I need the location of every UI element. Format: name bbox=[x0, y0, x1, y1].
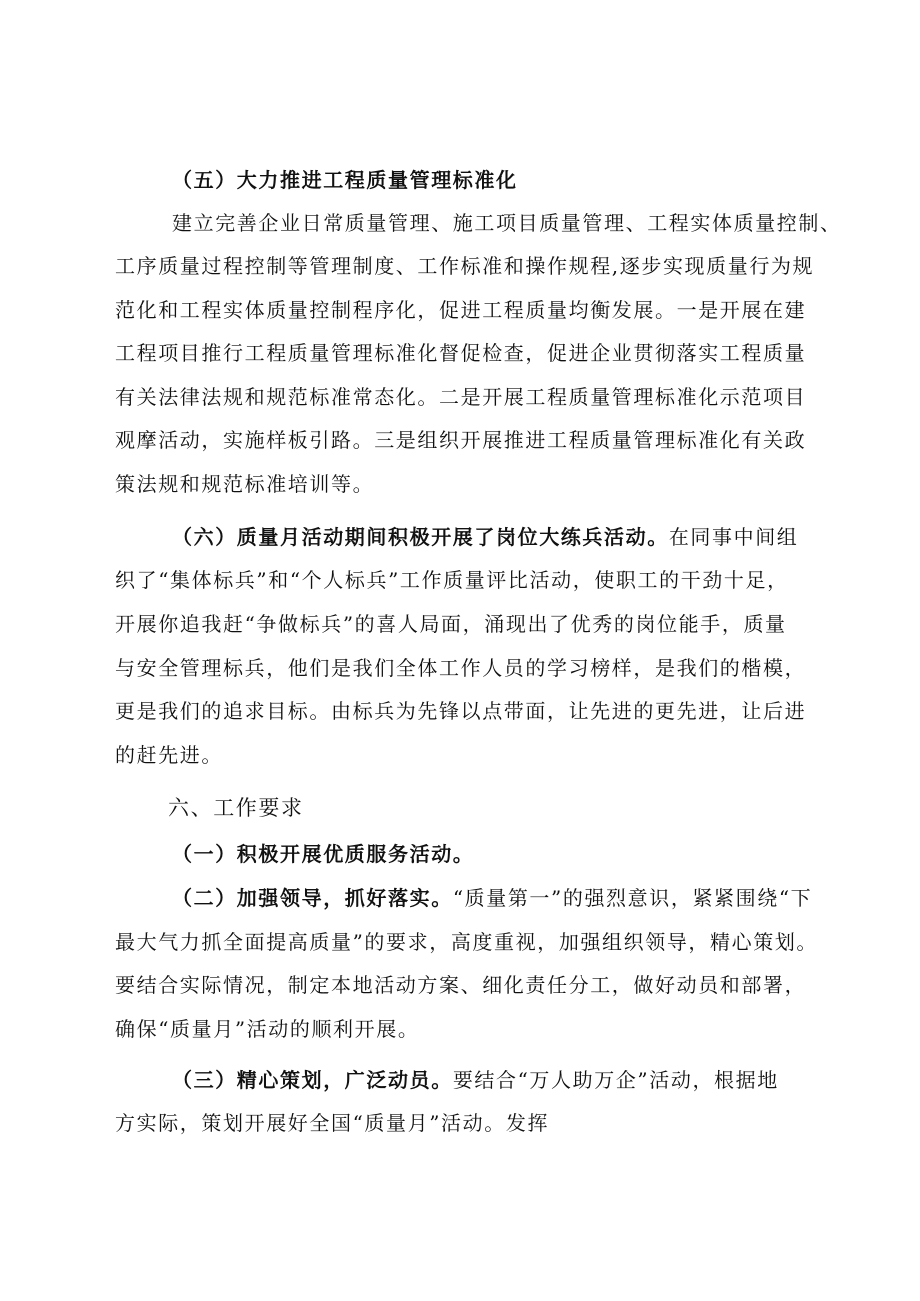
requirement-3-lead: （三）精心策划，广泛动员。 bbox=[172, 1068, 453, 1092]
work-requirements-heading: 六、工作要求 bbox=[168, 796, 304, 820]
requirement-2-rest: “质量第一”的强烈意识，紧紧围绕“下 bbox=[452, 886, 813, 910]
section-5-heading: （五）大力推进工程质量管理标准化 bbox=[172, 168, 518, 192]
section-6-lead-rest: 在同事中间组 bbox=[668, 525, 799, 549]
section-5-line-4: 工程项目推行工程质量管理标准化督促检查，促进企业贯彻落实工程质量 bbox=[115, 341, 807, 365]
section-6-first-line bbox=[172, 523, 798, 551]
section-6-line-1: 织了“集体标兵”和“个人标兵”工作质量评比活动，使职工的干劲十足， bbox=[115, 568, 789, 592]
requirement-2-first-line bbox=[172, 884, 812, 912]
section-5-line-1: 建立完善企业日常质量管理、施工项目质量管理、工程实体质量控制、 bbox=[172, 211, 842, 235]
section-6-line-4: 更是我们的追求目标。由标兵为先锋以点带面，让先进的更先进，让后进 bbox=[115, 699, 807, 723]
section-5-line-2: 工序质量过程控制等管理制度、工作标准和操作规程,逐步实现质量行为规 bbox=[115, 254, 815, 278]
section-5-line-3: 范化和工程实体质量控制程序化，促进工程质量均衡发展。一是开展在建 bbox=[115, 298, 807, 322]
requirement-2-line-1: 最大气力抓全面提高质量”的要求，高度重视，加强组织领导，精心策划。 bbox=[115, 930, 819, 954]
requirement-3-rest: 要结合“万人助万企”活动，根据地 bbox=[452, 1068, 779, 1092]
section-5-line-7: 策法规和规范标准培训等。 bbox=[115, 472, 375, 496]
requirement-2-lead: （二）加强领导，抓好落实。 bbox=[172, 886, 453, 910]
requirement-1: （一）积极开展优质服务活动。 bbox=[172, 842, 475, 866]
section-6-lead: （六）质量月活动期间积极开展了岗位大练兵活动。 bbox=[172, 525, 669, 549]
requirement-2-line-2: 要结合实际情况，制定本地活动方案、细化责任分工，做好动员和部署， bbox=[115, 973, 807, 997]
section-6-line-5: 的赶先进。 bbox=[115, 743, 223, 767]
requirement-3-line-1: 方实际，策划开展好全国“质量月”活动。发挥 bbox=[115, 1111, 550, 1135]
section-6-line-3: 与安全管理标兵，他们是我们全体工作人员的学习榜样，是我们的楷模， bbox=[115, 656, 807, 680]
requirement-3-first-line bbox=[172, 1066, 779, 1094]
section-5-line-5: 有关法律法规和规范标准常态化。二是开展工程质量管理标准化示范项目 bbox=[115, 385, 807, 409]
section-5-line-6: 观摩活动，实施样板引路。三是组织开展推进工程质量管理标准化有关政 bbox=[115, 428, 807, 452]
section-6-line-2: 开展你追我赶“争做标兵”的喜人局面，涌现出了优秀的岗位能手，质量 bbox=[115, 612, 787, 636]
requirement-2-line-3: 确保“质量月”活动的顺利开展。 bbox=[115, 1017, 420, 1041]
